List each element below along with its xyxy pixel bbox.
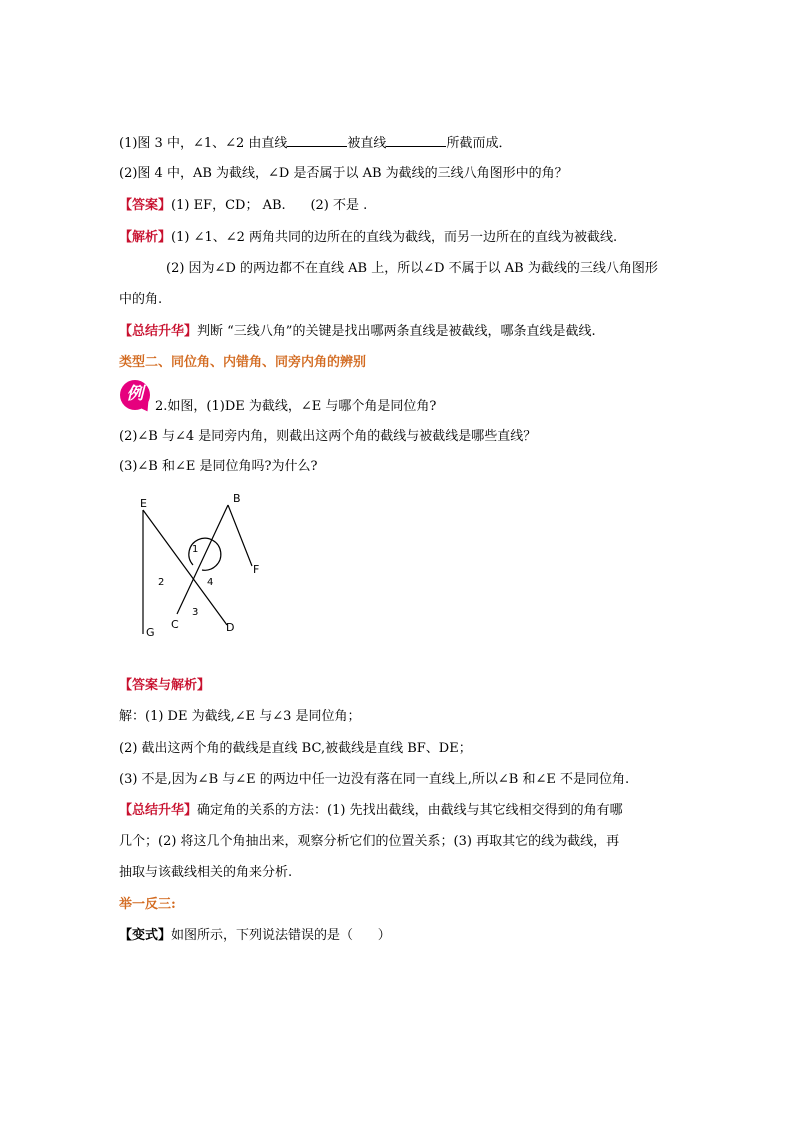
geometry-figure	[130, 488, 270, 640]
angle-3-label: 3	[192, 607, 199, 618]
solution-tag: 【答案与解析】	[119, 678, 211, 693]
example-question-2: (2)∠B 与∠4 是同旁内角，则截出这两个角的截线与被截线是哪些直线？	[119, 429, 537, 444]
analysis-line-3: 中的角.	[119, 292, 163, 307]
point-C-label: C	[171, 618, 179, 631]
variant-text: 如图所示，下列说法错误的是（ ）	[171, 928, 391, 943]
fill-blank-1	[287, 134, 347, 147]
type2-heading: 类型二、同位角、内错角、同旁内角的辨别	[119, 355, 367, 370]
example-question-1: 2.如图，(1)DE 为截线，∠E 与哪个角是同位角?	[155, 399, 437, 414]
solution-line-1: 解：(1) DE 为截线,∠E 与∠3 是同位角；	[119, 709, 361, 724]
point-E-label: E	[140, 497, 147, 510]
analysis-line-2: (2) 因为∠D 的两边都不在直线 AB 上，所以∠D 不属于以 AB 为截线的三线八角图形	[166, 261, 658, 276]
solution-line-3: (3) 不是,因为∠B 与∠E 的两边中任一边没有落在同一直线上,所以∠B 和∠E 不是同位角.	[119, 772, 630, 787]
angle-1-label: 1	[192, 544, 199, 555]
summary-tag: 【总结升华】	[119, 324, 198, 339]
q1-p1-text-b: 被直线	[347, 136, 387, 151]
analysis-line-1	[119, 229, 617, 247]
example-badge: 例	[120, 380, 150, 410]
solution-summary-text-1: 确定角的关系的方法：(1) 先找出截线，由截线与其它线相交得到的角有哪	[197, 803, 623, 818]
line-BF	[228, 505, 252, 566]
q1-p1-text-a: (1)图 3 中，∠1、∠2 由直线	[119, 136, 288, 151]
solution-line-2: (2) 截出这两个角的截线是直线 BC,被截线是直线 BF、DE；	[119, 741, 472, 756]
q1-p1-text-c: 所截而成．	[446, 136, 512, 151]
variant-tag: 【变式】	[119, 928, 172, 943]
answer-tag: 【答案】	[119, 198, 172, 213]
example-question-3: (3)∠B 和∠E 是同位角吗?为什么?	[119, 459, 318, 474]
question-1-part-2: (2)图 4 中，AB 为截线，∠D 是否属于以 AB 为截线的三线八角图形中的角？	[119, 166, 568, 181]
answer-text: (1) EF，CD； AB. (2) 不是 .	[171, 198, 368, 213]
analysis-text-1: (1) ∠1、∠2 两角共同的边所在的直线为截线，而另一边所在的直线为被截线.	[171, 230, 618, 245]
summary-line	[119, 323, 596, 341]
solution-summary-line-1	[119, 802, 623, 820]
variant-line	[119, 927, 391, 945]
angle-2-label: 2	[158, 577, 165, 588]
analysis-tag: 【解析】	[119, 230, 172, 245]
solution-summary-tag: 【总结升华】	[119, 803, 198, 818]
point-D-label: D	[226, 621, 235, 634]
question-1-part-1	[119, 134, 511, 153]
practice-heading: 举一反三:	[119, 897, 176, 912]
angle-4-label: 4	[207, 577, 214, 588]
point-G-label: G	[146, 626, 155, 639]
point-F-label: F	[253, 563, 260, 576]
summary-text: 判断 “三线八角”的关键是找出哪两条直线是被截线，哪条直线是截线.	[197, 324, 596, 339]
fill-blank-2	[386, 134, 446, 147]
answer-line	[119, 197, 367, 215]
point-B-label: B	[233, 492, 241, 505]
solution-summary-line-3: 抽取与该截线相关的角来分析.	[119, 865, 293, 880]
solution-summary-line-2: 几个；(2) 将这几个角抽出来，观察分析它们的位置关系；(3) 再取其它的线为截线，再	[119, 834, 620, 849]
